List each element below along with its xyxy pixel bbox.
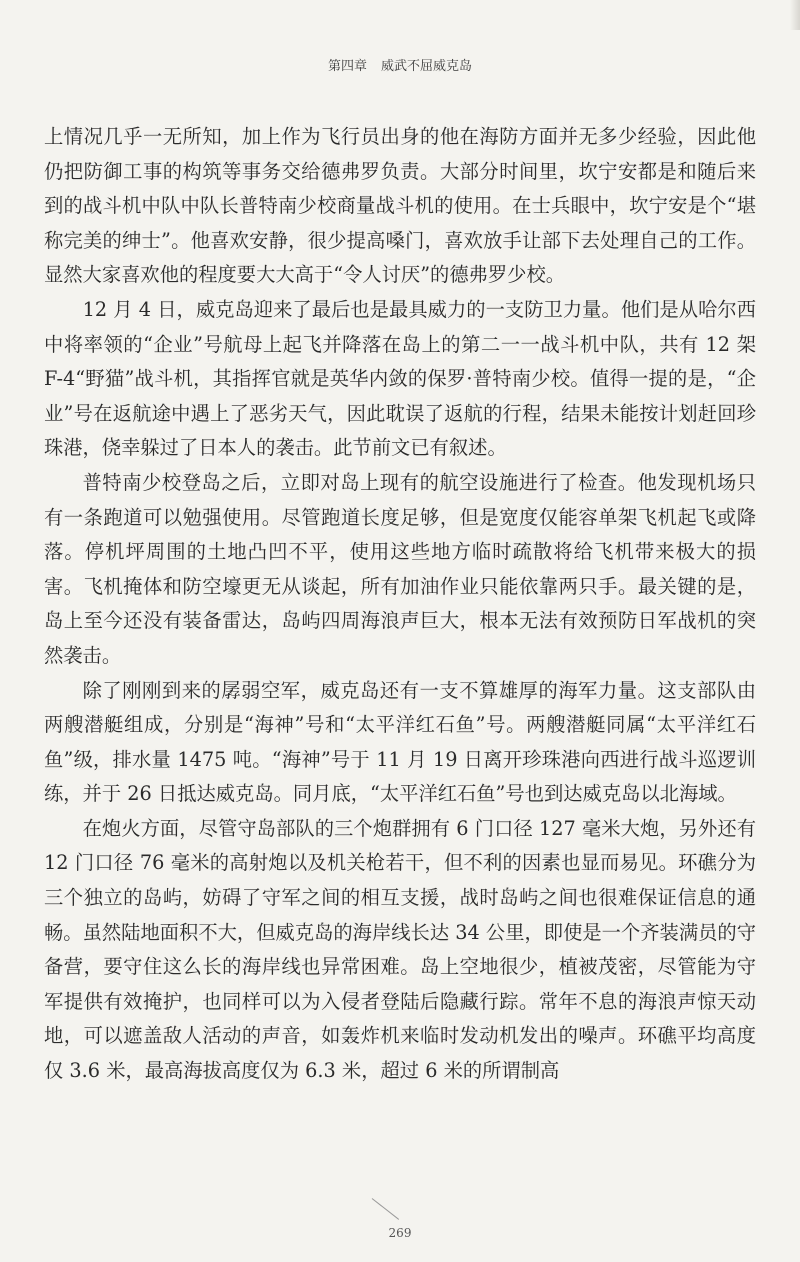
paragraph-4: 除了刚刚到来的孱弱空军，威克岛还有一支不算雄厚的海军力量。这支部队由两艘潜艇组成，分别是“海神”号和“太平洋红石鱼”号。两艘潜艇同属“太平洋红石鱼”级，排水量 1475 吨。“海神”号于 11 月 19 日离开珍珠港向西进行战斗巡逻训练，并于 26 日抵达威克岛。同月底，“太平洋红石鱼”号也到达威克岛以北海域。 — [44, 678, 756, 806]
paragraph-5: 在炮火方面，尽管守岛部队的三个炮群拥有 6 门口径 127 毫米大炮，另外还有 12 门口径 76 毫米的高射炮以及机关枪若干，但不利的因素也显而易见。环礁分为三个独立的岛屿，妨碍了守军之间的相互支援，战时岛屿之间也很难保证信息的通畅。虽然陆地面积不大，但威克岛的海岸线长达 34 公里，即使是一个齐装满员的守备营，要守住这么长的海岸线也异常困难。岛上空地很少，植被茂密，尽管能为守军提供有效掩护，也同样可以为入侵者登陆后隐藏行踪。常年不息的海浪声惊天动地，可以遮盖敌人活动的声音，如轰炸机来临时发动机发出的噪声。环礁平均高度仅 3.6 米，最高海拔高度仅为 6.3 米，超过 6 米的所谓制高 — [44, 816, 756, 1083]
chapter-label: 第四章 — [327, 59, 367, 74]
scan-pen-mark — [372, 1198, 399, 1220]
body-text — [44, 120, 756, 1089]
running-header — [0, 55, 800, 74]
page-number: 269 — [388, 1226, 412, 1240]
chapter-title: 威武不屈威克岛 — [381, 59, 473, 74]
page-edge-shadow — [790, 0, 800, 30]
paragraph-3: 普特南少校登岛之后，立即对岛上现有的航空设施进行了检查。他发现机场只有一条跑道可以勉强使用。尽管跑道长度足够，但是宽度仅能容单架飞机起飞或降落。停机坪周围的土地凸凹不平，使用这些地方临时疏散将给飞机带来极大的损害。飞机掩体和防空壕更无从谈起，所有加油作业只能依靠两只手。最关键的是，岛上至今还没有装备雷达，岛屿四周海浪声巨大，根本无法有效预防日军战机的突然袭击。 — [44, 470, 756, 667]
paragraph-1: 上情况几乎一无所知，加上作为飞行员出身的他在海防方面并无多少经验，因此他仍把防御工事的构筑等事务交给德弗罗负责。大部分时间里，坎宁安都是和随后来到的战斗机中队中队长普特南少校商量战斗机的使用。在士兵眼中，坎宁安是个“堪称完美的绅士”。他喜欢安静，很少提高嗓门，喜欢放手让部下去处理自己的工作。显然大家喜欢他的程度要大大高于“令人讨厌”的德弗罗少校。 — [44, 125, 756, 287]
paragraph-2: 12 月 4 日，威克岛迎来了最后也是最具威力的一支防卫力量。他们是从哈尔西中将率领的“企业”号航母上起飞并降落在岛上的第二一一战斗机中队，共有 12 架 F-4“野猫”战斗机，其指挥官就是英华内敛的保罗·普特南少校。值得一提的是，“企业”号在返航途中遇上了恶劣天气，因此耽误了返航的行程，结果未能按计划赶回珍珠港，侥幸躲过了日本人的袭击。此节前文已有叙述。 — [44, 297, 756, 460]
